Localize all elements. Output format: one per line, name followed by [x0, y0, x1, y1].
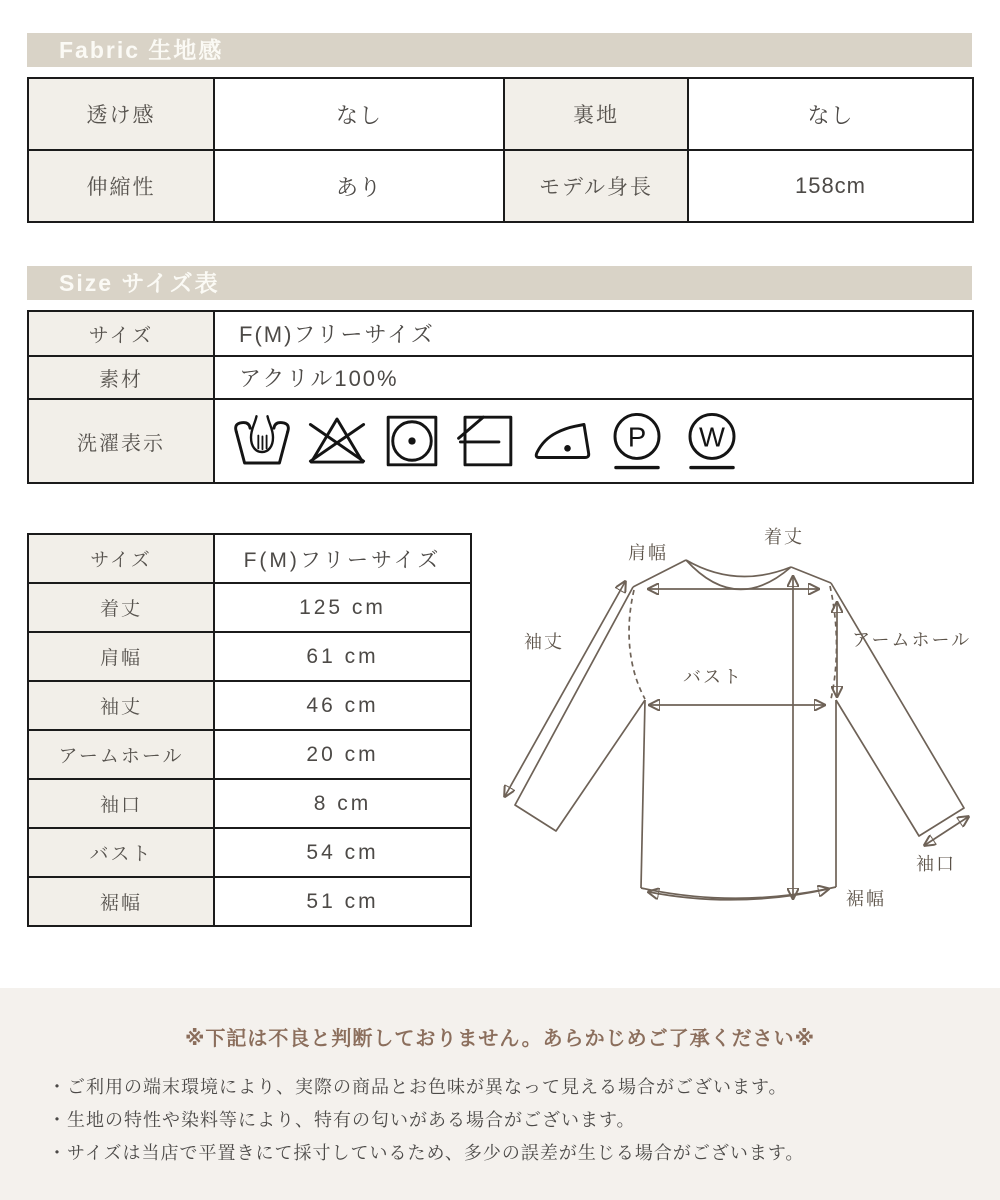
dry-clean-icon: [604, 408, 670, 474]
size-value: F(M)フリーサイズ: [214, 311, 973, 356]
measure-label: 裾幅: [28, 877, 214, 926]
fabric-value-sheerness: なし: [214, 78, 504, 150]
table-row: [28, 399, 973, 483]
size-label: サイズ: [28, 311, 214, 356]
table-row: [28, 632, 471, 681]
table-row: [28, 583, 471, 632]
measure-value: 20 cm: [214, 730, 471, 779]
measure-label: 肩幅: [28, 632, 214, 681]
measure-label: アームホール: [28, 730, 214, 779]
table-row: [28, 150, 973, 222]
fabric-value-lining: なし: [688, 78, 973, 150]
fabric-label-stretch: 伸縮性: [28, 150, 214, 222]
fabric-label-sheerness: 透け感: [28, 78, 214, 150]
diagram-label-sleeve-length: 袖丈: [524, 632, 564, 652]
diagram-label-armhole: アームホール: [852, 630, 972, 650]
measure-label: 袖丈: [28, 681, 214, 730]
table-row: [28, 828, 471, 877]
wet-clean-icon: [679, 408, 745, 474]
disclaimer-list: [48, 1071, 1000, 1170]
garment-diagram: [478, 515, 993, 945]
tumble-dry-icon: [379, 408, 445, 474]
diagram-label-bust: バスト: [683, 667, 743, 687]
table-row: [28, 681, 471, 730]
table-row: [28, 877, 471, 926]
disclaimer-item: ・ご利用の端末環境により、実際の商品とお色味が異なって見える場合がございます。: [48, 1077, 788, 1097]
measure-value: 125 cm: [214, 583, 471, 632]
wet-clean-letter: W: [699, 421, 725, 453]
measure-label: バスト: [28, 828, 214, 877]
measure-value: 46 cm: [214, 681, 471, 730]
measure-value: F(M)フリーサイズ: [214, 534, 471, 583]
measure-value: 54 cm: [214, 828, 471, 877]
dry-flat-in-shade-icon: [454, 408, 520, 474]
disclaimer-item: ・サイズは当店で平置きにて採寸しているため、多少の誤差が生じる場合がございます。: [48, 1143, 805, 1163]
fabric-value-stretch: あり: [214, 150, 504, 222]
table-row: [28, 730, 471, 779]
fabric-label-lining: 裏地: [504, 78, 688, 150]
laundry-symbols-cell: [214, 399, 973, 483]
fabric-table: [27, 77, 974, 223]
table-row: [28, 779, 471, 828]
measure-value: 8 cm: [214, 779, 471, 828]
laundry-symbols: [229, 408, 971, 474]
fabric-section-header: Fabric 生地感: [27, 33, 972, 67]
table-row: [28, 534, 471, 583]
measure-value: 51 cm: [214, 877, 471, 926]
laundry-label: 洗濯表示: [28, 399, 214, 483]
diagram-label-shoulder: 肩幅: [628, 543, 668, 563]
material-value: アクリル100%: [214, 356, 973, 399]
fabric-value-model-height: 158cm: [688, 150, 973, 222]
disclaimer-item: ・生地の特性や染料等により、特有の匂いがある場合がございます。: [48, 1110, 636, 1130]
fabric-label-model-height: モデル身長: [504, 150, 688, 222]
table-row: [28, 356, 973, 399]
diagram-label-hem: 裾幅: [846, 889, 886, 909]
do-not-bleach-icon: [304, 408, 370, 474]
measure-label: サイズ: [28, 534, 214, 583]
diagram-label-cuff: 袖口: [916, 854, 956, 874]
hand-wash-icon: [229, 408, 295, 474]
size-section-header: Size サイズ表: [27, 266, 972, 300]
measure-label: 袖口: [28, 779, 214, 828]
diagram-label-length: 着丈: [764, 527, 804, 547]
measure-label: 着丈: [28, 583, 214, 632]
iron-low-icon: [529, 408, 595, 474]
table-row: [28, 311, 973, 356]
table-row: [28, 78, 973, 150]
measurements-table: [27, 533, 472, 927]
dry-clean-letter: P: [627, 421, 647, 453]
measure-value: 61 cm: [214, 632, 471, 681]
size-table: [27, 310, 974, 484]
disclaimer-title: ※下記は不良と判断しておりません。あらかじめご了承ください※: [184, 1028, 816, 1050]
material-label: 素材: [28, 356, 214, 399]
disclaimer-section: [0, 988, 1000, 1200]
